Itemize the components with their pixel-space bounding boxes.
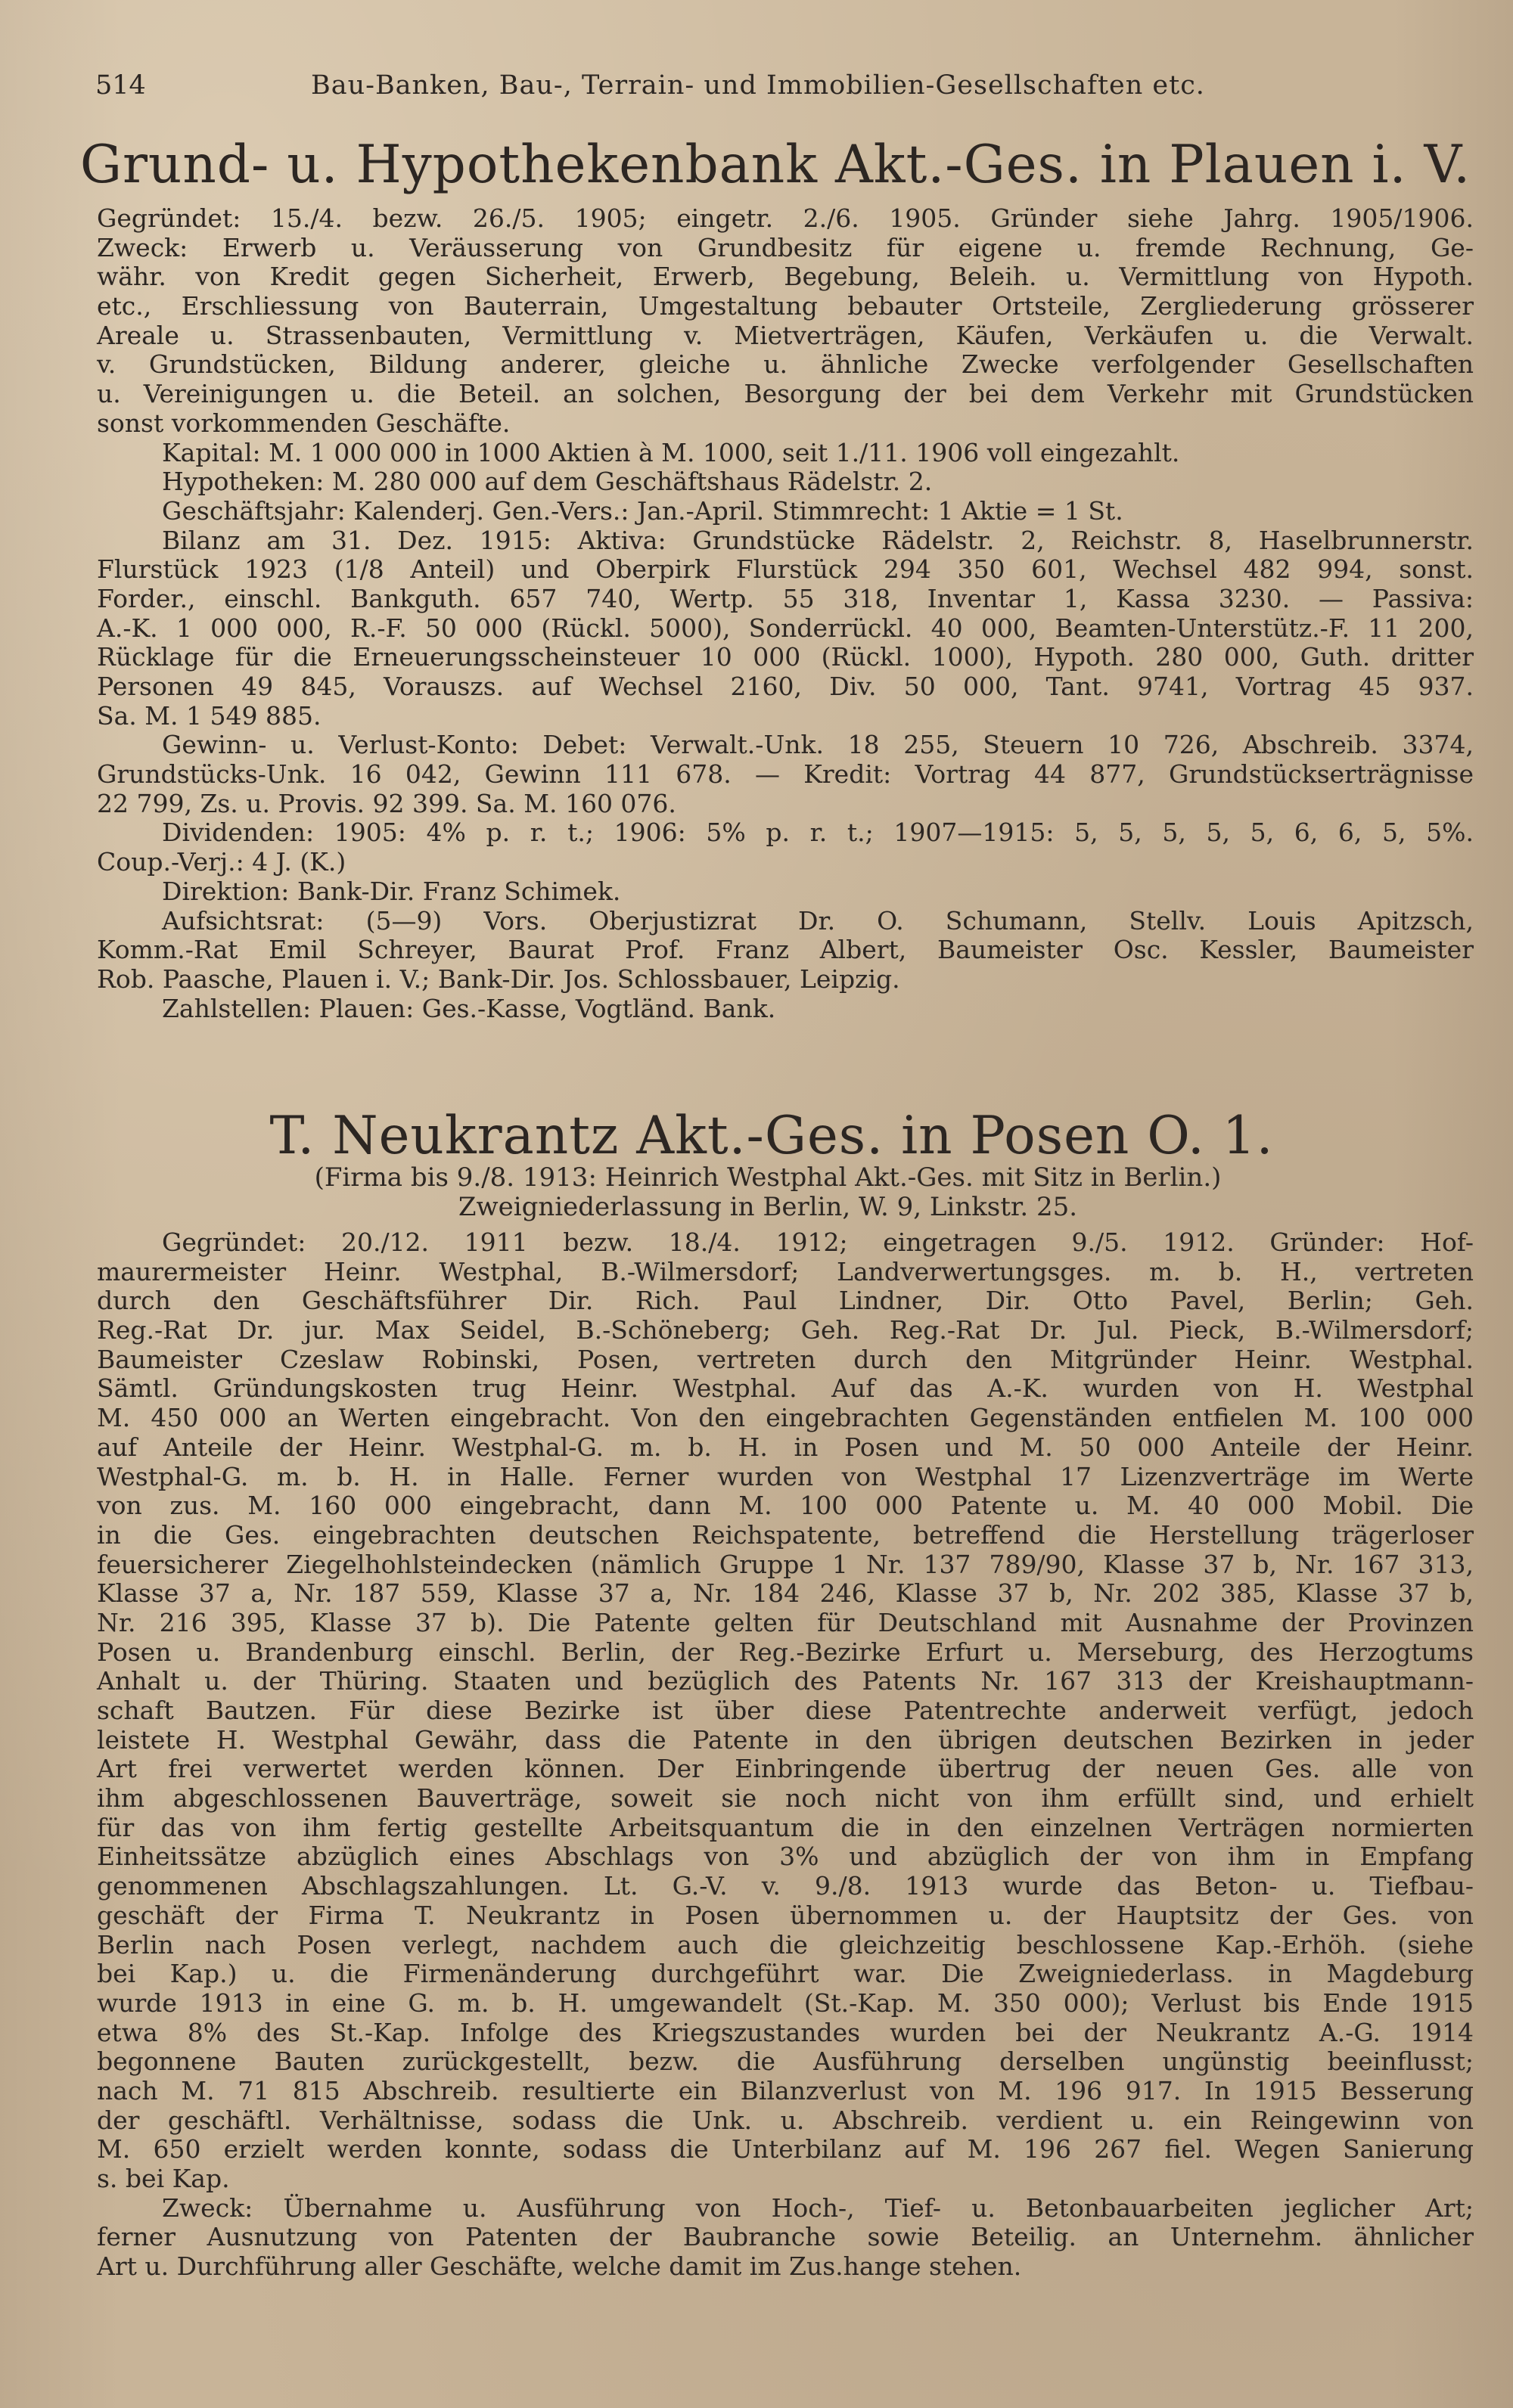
text-line: währ. von Kredit gegen Sicherheit, Erwerb, Begebung, Beleih. u. Vermittlung von Hypoth. xyxy=(97,262,1474,292)
entry-title-plauen: Grund- u. Hypothekenbank Akt.-Ges. in Plauen i. V. xyxy=(79,135,1471,195)
text-line: geschäft der Firma T. Neukrantz in Posen übernommen u. der Hauptsitz der Ges. von xyxy=(97,1900,1474,1930)
text-line: der geschäftl. Verhältnisse, sodass die Unk. u. Abschreib. verdient u. ein Reingewinn von xyxy=(97,2105,1474,2135)
text-line: Areale u. Strassenbauten, Vermittlung v. Mietverträgen, Käufen, Verkäufen u. die Verwalt. xyxy=(97,320,1474,350)
text-line: Gegründet: 20./12. 1911 bezw. 18./4. 1912; eingetragen 9./5. 1912. Gründer: Hof- xyxy=(162,1227,1474,1257)
text-line: 22 799, Zs. u. Provis. 92 399. Sa. M. 160 076. xyxy=(97,788,676,818)
text-line: leistete H. Westphal Gewähr, dass die Patente in den übrigen deutschen Bezirken in jeder xyxy=(97,1724,1474,1755)
text-line: Anhalt u. der Thüring. Staaten und bezüglich des Patents Nr. 167 313 der Kreishauptmann- xyxy=(97,1666,1474,1696)
text-line: Westphal-G. m. b. H. in Halle. Ferner wurden von Westphal 17 Lizenzverträge im Werte xyxy=(97,1461,1474,1491)
text-line: etwa 8% des St.-Kap. Infolge des Kriegszustandes wurden bei der Neukrantz A.-G. 1914 xyxy=(97,2017,1474,2047)
text-line: Geschäftsjahr: Kalenderj. Gen.-Vers.: Jan.-April. Stimmrecht: 1 Aktie = 1 St. xyxy=(162,495,1123,526)
text-line: v. Grundstücken, Bildung anderer, gleiche u. ähnliche Zwecke verfolgender Gesellschaften xyxy=(97,349,1474,380)
text-line: Dividenden: 1905: 4% p. r. t.; 1906: 5% p. r. t.; 1907—1915: 5, 5, 5, 5, 5, 6, 6, 5, 5%. xyxy=(162,818,1474,848)
text-line: Rücklage für die Erneuerungsscheinsteuer 10 000 (Rückl. 1000), Hypoth. 280 000, Guth. dritter xyxy=(97,642,1474,672)
text-line: sonst vorkommenden Geschäfte. xyxy=(97,408,511,438)
text-line: M. 650 erzielt werden konnte, sodass die Unterbilanz auf M. 196 267 fiel. Wegen Sanierung xyxy=(97,2134,1474,2164)
text-line: Art u. Durchführung aller Geschäfte, welche damit im Zus.hange stehen. xyxy=(97,2251,1022,2282)
text-line: nach M. 71 815 Abschreib. resultierte ein Bilanzverlust von M. 196 917. In 1915 Besserung xyxy=(97,2075,1474,2105)
text-line: durch den Geschäftsführer Dir. Rich. Paul Lindner, Dir. Otto Pavel, Berlin; Geh. xyxy=(97,1286,1474,1316)
text-line: Forder., einschl. Bankguth. 657 740, Wertp. 55 318, Inventar 1, Kassa 3230. — Passiva: xyxy=(97,583,1474,613)
text-line: s. bei Kap. xyxy=(97,2164,230,2193)
text-line: Kapital: M. 1 000 000 in 1000 Aktien à M. 1000, seit 1./11. 1906 voll eingezahlt. xyxy=(162,437,1180,467)
text-line: Aufsichtsrat: (5—9) Vors. Oberjustizrat Dr. O. Schumann, Stellv. Louis Apitzsch, xyxy=(162,905,1474,936)
text-line: ferner Ausnutzung von Patenten der Baubranche sowie Beteilig. an Unternehm. ähnlicher xyxy=(97,2222,1474,2252)
text-line: etc., Erschliessung von Bauterrain, Umgestaltung bebauter Ortsteile, Zergliederung grösserer xyxy=(97,291,1474,321)
text-line: Direktion: Bank-Dir. Franz Schimek. xyxy=(162,876,621,906)
text-line: Nr. 216 395, Klasse 37 b). Die Patente gelten für Deutschland mit Ausnahme der Provinzen xyxy=(97,1607,1474,1637)
text-line: Coup.-Verj.: 4 J. (K.) xyxy=(97,847,346,877)
text-line: Reg.-Rat Dr. jur. Max Seidel, B.-Schöneberg; Geh. Reg.-Rat Dr. Jul. Pieck, B.-Wilmersdorf; xyxy=(97,1315,1474,1345)
text-line: wurde 1913 in eine G. m. b. H. umgewandelt (St.-Kap. M. 350 000); Verlust bis Ende 1915 xyxy=(97,1988,1474,2018)
text-line: Berlin nach Posen verlegt, nachdem auch die gleichzeitig beschlossene Kap.-Erhöh. (siehe xyxy=(97,1929,1474,1960)
text-line: in die Ges. eingebrachten deutschen Reichspatente, betreffend die Herstellung trägerloser xyxy=(97,1519,1474,1550)
text-line: u. Vereinigungen u. die Beteil. an solchen, Besorgung der bei dem Verkehr mit Grundstücken xyxy=(97,379,1474,409)
text-line: begonnene Bauten zurückgestellt, bezw. die Ausführung derselben ungünstig beeinflusst; xyxy=(97,2046,1474,2077)
running-header xyxy=(95,67,1472,104)
running-title: Bau-Banken, Bau-, Terrain- und Immobilien-Gesellschaften etc. xyxy=(311,70,1205,101)
text-line: schaft Bautzen. Für diese Bezirke ist über diese Patentrechte anderweit verfügt, jedoch xyxy=(97,1696,1474,1725)
entry-subtitle-branch: Zweigniederlassung in Berlin, W. 9, Linkstr. 25. xyxy=(458,1192,1078,1222)
text-line: Art frei verwertet werden können. Der Einbringende übertrug der neuen Ges. alle von xyxy=(97,1754,1474,1784)
text-line: bei Kap.) u. die Firmenänderung durchgeführt war. Die Zweigniederlass. in Magdeburg xyxy=(97,1959,1474,1989)
text-line: Einheitssätze abzüglich eines Abschlags von 3% und abzüglich der von ihm in Empfang xyxy=(97,1842,1474,1872)
text-line: Sa. M. 1 549 885. xyxy=(97,700,322,731)
text-line: Personen 49 845, Vorauszs. auf Wechsel 2160, Div. 50 000, Tant. 9741, Vortrag 45 937. xyxy=(97,672,1474,701)
text-line: Posen u. Brandenburg einschl. Berlin, der Reg.-Bezirke Erfurt u. Merseburg, des Herzogtums xyxy=(97,1637,1474,1667)
text-line: Gewinn- u. Verlust-Konto: Debet: Verwalt.-Unk. 18 255, Steuern 10 726, Abschreib. 3374, xyxy=(162,730,1474,760)
page-number: 514 xyxy=(95,70,146,101)
text-line: Komm.-Rat Emil Schreyer, Baurat Prof. Franz Albert, Baumeister Osc. Kessler, Baumeister xyxy=(97,935,1474,965)
entry-title-posen: T. Neukrantz Akt.-Ges. in Posen O. 1. xyxy=(269,1106,1274,1166)
text-line: maurermeister Heinr. Westphal, B.-Wilmersdorf; Landverwertungsges. m. b. H., vertreten xyxy=(97,1256,1474,1286)
text-line: Bilanz am 31. Dez. 1915: Aktiva: Grundstücke Rädelstr. 2, Reichstr. 8, Haselbrunnerstr. xyxy=(162,525,1474,555)
entry-body-plauen xyxy=(97,204,1474,1023)
text-line: Baumeister Czeslaw Robinski, Posen, vertreten durch den Mitgründer Heinr. Westphal. xyxy=(97,1344,1474,1374)
text-line: Rob. Paasche, Plauen i. V.; Bank-Dir. Jos. Schlossbauer, Leipzig. xyxy=(97,964,900,994)
entry-subtitle-firm: (Firma bis 9./8. 1913: Heinrich Westphal Akt.-Ges. mit Sitz in Berlin.) xyxy=(314,1162,1222,1193)
text-line: Zweck: Übernahme u. Ausführung von Hoch-, Tief- u. Betonbauarbeiten jeglicher Art; xyxy=(162,2192,1474,2223)
text-line: ihm abgeschlossenen Bauverträge, soweit sie noch nicht von ihm erfüllt sind, und erhielt xyxy=(97,1783,1474,1814)
entry-body-posen xyxy=(97,1228,1474,2282)
text-line: von zus. M. 160 000 eingebracht, dann M. 100 000 Patente u. M. 40 000 Mobil. Die xyxy=(97,1491,1474,1521)
text-line: Zweck: Erwerb u. Veräusserung von Grundbesitz für eigene u. fremde Rechnung, Ge- xyxy=(97,232,1474,262)
text-line: genommenen Abschlagszahlungen. Lt. G.-V. v. 9./8. 1913 wurde das Beton- u. Tiefbau- xyxy=(97,1871,1474,1901)
text-line: Hypotheken: M. 280 000 auf dem Geschäftshaus Rädelstr. 2. xyxy=(162,467,933,497)
text-line: Flurstück 1923 (1/8 Anteil) und Oberpirk Flurstück 294 350 601, Wechsel 482 994, sonst. xyxy=(97,554,1474,585)
text-line: Gegründet: 15./4. bezw. 26./5. 1905; eingetr. 2./6. 1905. Gründer siehe Jahrg. 1905/1906. xyxy=(97,203,1474,233)
text-line: Sämtl. Gründungskosten trug Heinr. Westphal. Auf das A.-K. wurden von H. Westphal xyxy=(97,1373,1474,1404)
text-line: feuersicherer Ziegelhohlsteindecken (nämlich Gruppe 1 Nr. 137 789/90, Klasse 37 b, Nr. 167 313, xyxy=(97,1549,1474,1579)
text-line: Grundstücks-Unk. 16 042, Gewinn 111 678. — Kredit: Vortrag 44 877, Grundstückserträgnisse xyxy=(97,759,1474,790)
text-line: für das von ihm fertig gestellte Arbeitsquantum die in den einzelnen Verträgen normierten xyxy=(97,1812,1474,1842)
text-line: Klasse 37 a, Nr. 187 559, Klasse 37 a, Nr. 184 246, Klasse 37 b, Nr. 202 385, Klasse 37 b, xyxy=(97,1578,1474,1609)
text-line: A.-K. 1 000 000, R.-F. 50 000 (Rückl. 5000), Sonderrückl. 40 000, Beamten-Unterstütz.-F. 11 200, xyxy=(97,613,1474,643)
text-line: M. 450 000 an Werten eingebracht. Von den eingebrachten Gegenständen entfielen M. 100 000 xyxy=(97,1403,1474,1433)
text-line: auf Anteile der Heinr. Westphal-G. m. b. H. in Posen und M. 50 000 Anteile der Heinr. xyxy=(97,1432,1474,1462)
text-line: Zahlstellen: Plauen: Ges.-Kasse, Vogtländ. Bank. xyxy=(162,993,776,1023)
